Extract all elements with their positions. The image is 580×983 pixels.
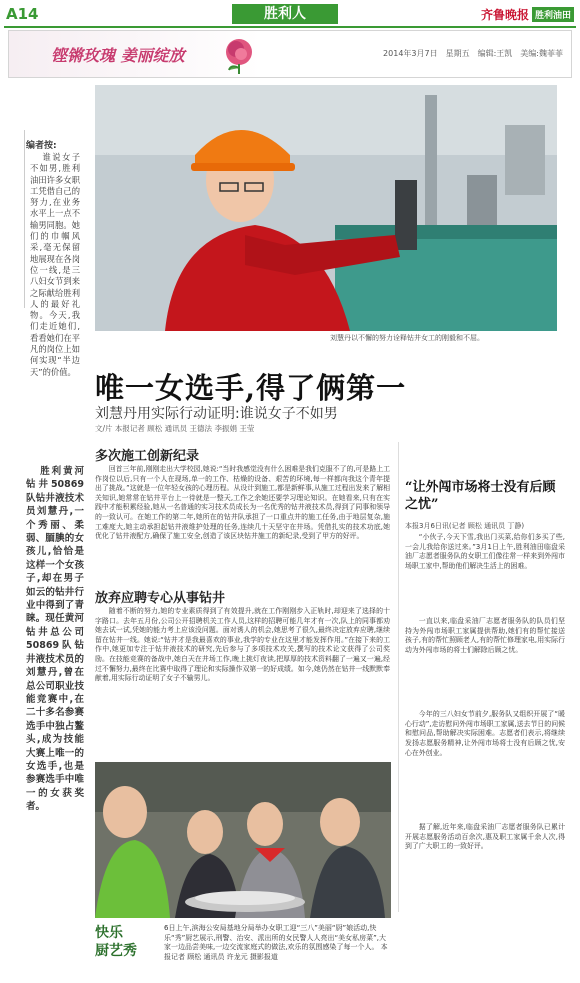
lead-photo <box>95 85 557 331</box>
rose-icon <box>219 34 259 74</box>
banner-slogan: 铿锵玫瑰 姜丽绽放 <box>51 46 185 65</box>
side-article-para-3: 今年的三八妇女节前夕,服务队又组织开展了“暖心行动”,走访慰问外闯市场职工家属,送去节日的问候和慰问品,帮助解决实际困难。志愿者们表示,将继续发扬志愿服务精神,让外闯市场将士没有后顾之忧,安心在外创业。 <box>405 710 565 757</box>
section-body-1: 回首三年前,刚刚走出大学校园,她说:“当时我感觉没有什么困难是我们克服不了的,可是路上工作岗位以后,只有一个人在现场,单一的工作、枯燥的设备、艰苦的环境,每一样都向我这个青年提出了挑战。”这就是一位年轻女孩的心理历程。从设计到施工,都是新鲜事,从施工过程出发来了解相关知识,她常常在钻井平台上一待就是一整天,工作之余她还要学习理论知识。在她看来,只有在实践中才能积累经验,她从一名普通的实习技术员成长为一名优秀的钻井液技术员,得到了同事和领导的一致认可。在她工作的第二年,她所在的钻井队承担了一口重点井的施工任务,由于地层复杂,施工难度大,她主动承担起钻井液维护处理的任务,连续几十天坚守在井场。凭借扎实的技术功底,她优化了钻井液配方,确保了施工安全,创造了该区块钻井施工的新纪录,受到了甲方的好评。 <box>95 465 390 541</box>
section-heading-2: 放弃应聘专心从事钻井 <box>95 591 226 606</box>
side-article-headline: “让外闯市场将士没有后顾之忧” <box>405 480 556 512</box>
issue-weekday: 星期五 <box>445 49 470 58</box>
editor-note-label: 编者按: <box>26 141 57 151</box>
photo-feature-title-line-2: 厨艺秀 <box>95 943 137 959</box>
side-article-para-4: 据了解,近年来,临盘采油厂志愿者服务队已累计开展志愿服务活动百余次,惠及职工家属千余人次,得到了广大职工的一致好评。 <box>405 823 565 851</box>
subheadline: 刘慧丹用实际行动证明:谁说女子不如男 <box>95 406 338 422</box>
issue-editor: 编辑:王凯 <box>477 49 513 58</box>
section-title: 胜利人 <box>232 4 338 24</box>
headline: 唯一女选手,得了俩第一 <box>95 371 407 405</box>
issue-date: 2014年3月7日 <box>383 49 438 58</box>
issue-meta <box>383 48 563 59</box>
column-divider <box>398 442 399 912</box>
masthead-brand <box>481 5 574 23</box>
page-number: A14 <box>6 5 39 23</box>
issue-designer: 美编:魏菲菲 <box>520 49 563 58</box>
standfirst: 胜利黄河钻井50869队钻井液技术员刘慧丹,一个秀丽、柔弱、腼腆的女孩儿,恰恰是这样一个女孩子,却在男子如云的钻井行业中得到了青睐。现任黄河钻井总公司50869队钻井液技术员的刘慧丹,曾在总公司职业技能竞赛中,在二十多名参赛选手中独占鳌头,成为技能大赛上唯一的女选手,也是参赛选手中唯一的女获奖者。 <box>26 466 84 813</box>
side-article-para-2: 一直以来,临盘采油厂志愿者服务队的队员们坚持为外闯市场职工家属提供帮助,她们有的帮忙接送孩子,有的帮忙照顾老人,有的帮忙修理家电,用实际行动为外闯市场的将士们解除后顾之忧。 <box>405 617 565 655</box>
side-article-byline: 本报3月6日讯(记者 顾松 通讯员 丁静) <box>405 522 525 530</box>
byline: 文/片 本报记者 顾松 通讯员 王德法 李振娟 王莹 <box>95 424 255 433</box>
header-rule <box>4 26 576 28</box>
cooking-photo-caption: 6日上午,滨海公安局基地分局举办女职工迎“三八”美丽“厨”娘活动,快乐“秀”厨艺展示,刑警、治安、派出所的女民警人人亮出“美女私房菜”,大家一边品尝美味,一边交流家庭式的做法,欢乐的氛围感染了每一个人。 本报记者 顾松 通讯员 许龙元 摄影报道 <box>164 924 388 961</box>
page-header <box>4 4 576 24</box>
photo-feature-title-line-1: 快乐 <box>95 925 123 941</box>
lead-photo-caption: 刘慧丹以不懈的努力诠释钻井女工的刚毅和不屈。 <box>330 334 484 342</box>
feature-banner <box>8 30 572 78</box>
brand-tag: 胜利油田 <box>532 7 574 22</box>
section-heading-1: 多次施工创新纪录 <box>95 449 200 464</box>
photo-feature-title <box>95 924 137 960</box>
cooking-photo <box>95 762 391 918</box>
side-article-para-1: “小伙子,今天下雪,我出门买菜,给你们多买了些,一会儿我给你送过来。”3月1日上午,胜利油田临盘采油厂志愿者服务队的女职工们像往常一样来到外闯市场职工家中,帮助他们解决生活上的困难。 <box>405 533 565 571</box>
brand-name: 齐鲁晚报 <box>480 7 529 22</box>
section-body-2: 随着不断的努力,她的专业素质得到了有效提升,就在工作刚刚步入正轨时,却迎来了选择的十字路口。去年五月份,公司公开招聘机关工作人员,这样的招聘可能几年才有一次,队上的同事都劝她去试一试,凭她的能力考上应该没问题。面对诱人的机会,她思考了很久,最终决定放弃应聘,继续留在钻井一线。她说:“钻井才是我最喜欢的事业,我学的专业在这里才能发挥作用。”在接下来的工作中,她更加专注于钻井液技术的研究,先后参与了多项技术攻关,撰写的技术论文获得了公司奖励。在技能竞赛的备战中,她白天在井场工作,晚上挑灯夜读,把厚厚的技术资料翻了一遍又一遍,经过不懈努力,最终在比赛中取得了理论和实际操作双第一的好成绩。如今,她仍然在钻井一线默默奉献着,用实际行动证明了女子不输男儿。 <box>95 607 390 683</box>
editor-note-text: 谁说女子不如男,胜利油田许多女职工凭借自己的努力,在业务水平上一点不输男同胞。她们的巾帼风采,毫无保留地展现在各岗位一线,是三八妇女节到来之际献给胜利人的最好礼物。今天,我们走近她们,看看她们在平凡的岗位上如何实现“半边天”的价值。 <box>30 152 80 377</box>
